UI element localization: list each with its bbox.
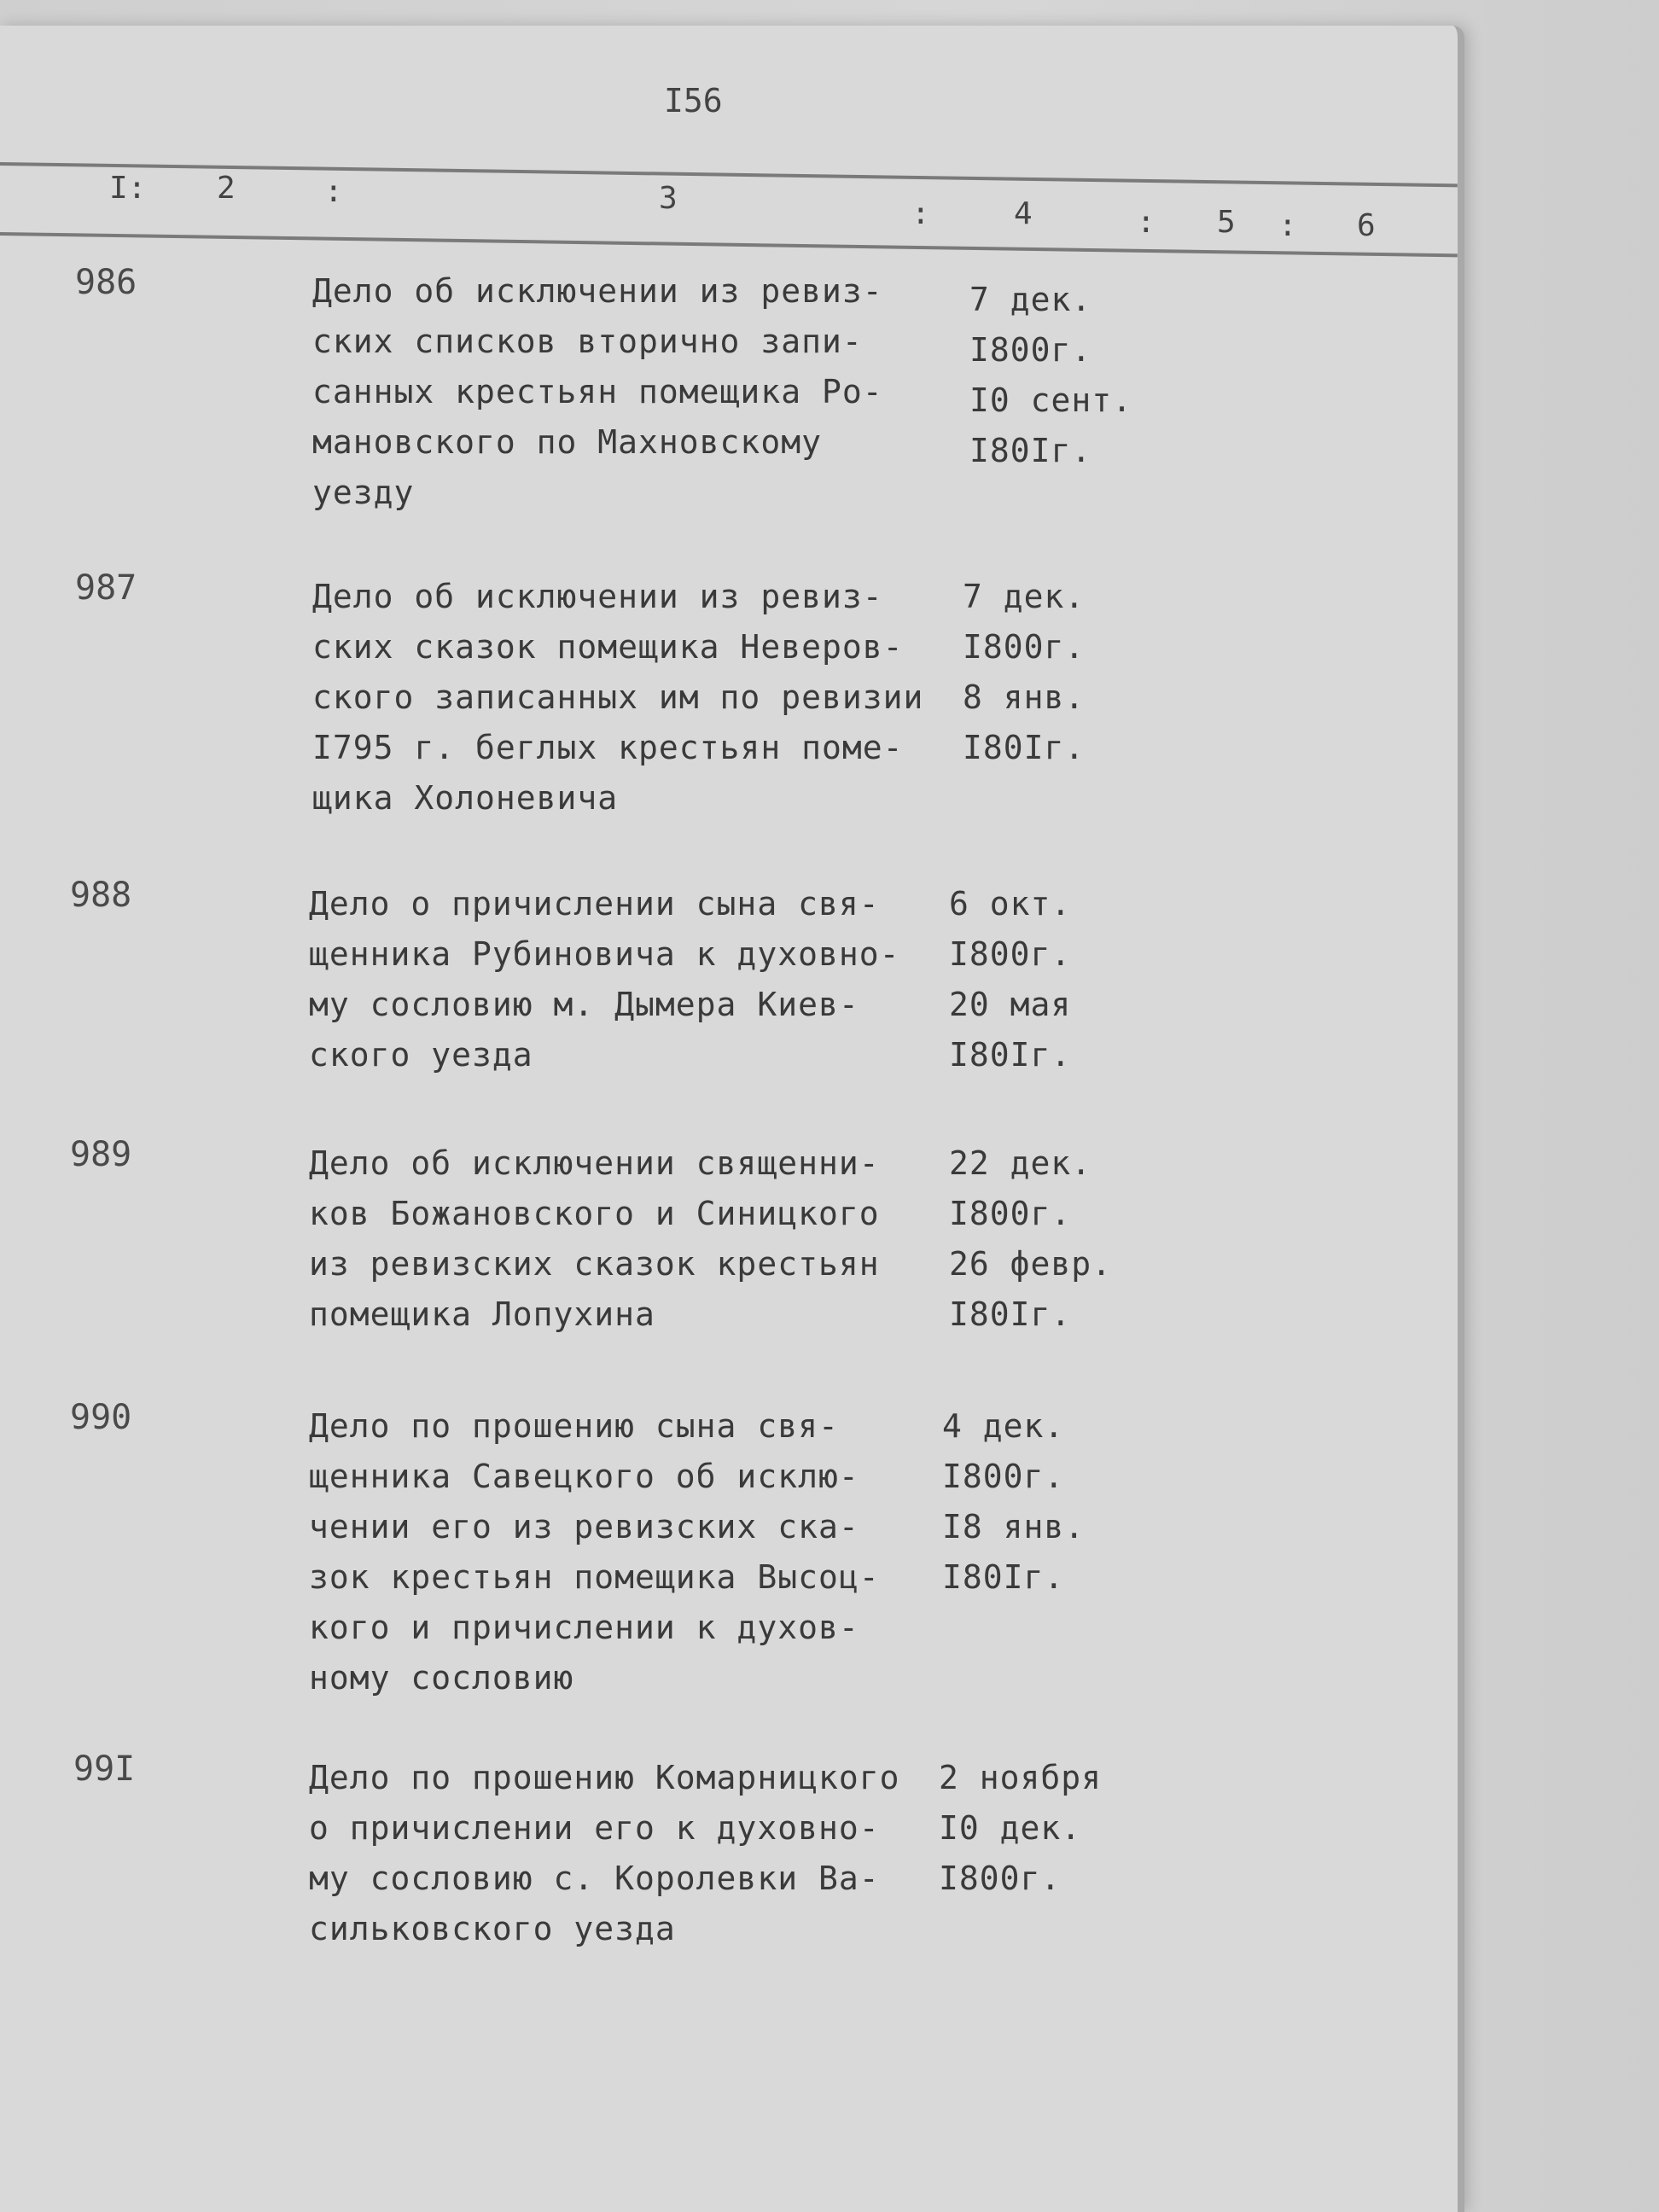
column-header-1: I: bbox=[109, 171, 147, 206]
date-line: I800г. bbox=[949, 935, 1072, 973]
entry-number: 988 bbox=[70, 876, 132, 915]
entry-dates bbox=[942, 1401, 1147, 1603]
date-line: I800г. bbox=[949, 1195, 1072, 1232]
date-line: 2 ноября bbox=[939, 1759, 1103, 1796]
entry-dates bbox=[939, 1753, 1144, 1904]
column-separator: : bbox=[1137, 205, 1155, 240]
date-line: I80Iг. bbox=[949, 1295, 1072, 1333]
column-separator: : bbox=[911, 196, 930, 231]
description-line: кого и причислении к духов- bbox=[309, 1609, 859, 1646]
column-header-6: 6 bbox=[1357, 208, 1376, 243]
column-separator: : bbox=[1278, 208, 1297, 243]
entry-description bbox=[309, 1753, 958, 1954]
date-line: I800г. bbox=[939, 1860, 1062, 1897]
description-line: Дело по прошению сына свя- bbox=[309, 1407, 839, 1445]
description-line: ских списков вторично запи- bbox=[312, 323, 863, 360]
entry-number: 986 bbox=[75, 263, 137, 302]
description-line: му сословию с. Королевки Ва- bbox=[309, 1860, 880, 1897]
column-header-4: 4 bbox=[1014, 196, 1033, 231]
description-line: щенника Савецкого об исклю- bbox=[309, 1458, 859, 1495]
date-line: I0 сент. bbox=[969, 381, 1133, 419]
entry-number: 989 bbox=[70, 1135, 132, 1174]
entry-description bbox=[309, 879, 958, 1080]
date-line: I800г. bbox=[942, 1458, 1065, 1495]
date-line: I800г. bbox=[969, 331, 1092, 369]
date-line: 20 мая bbox=[949, 986, 1072, 1023]
description-line: чении его из ревизских ска- bbox=[309, 1508, 859, 1545]
date-line: I80Iг. bbox=[963, 729, 1086, 766]
description-line: ков Божановского и Синицкого bbox=[309, 1195, 880, 1232]
column-header-3: 3 bbox=[659, 181, 678, 216]
date-line: 4 дек. bbox=[942, 1407, 1065, 1445]
column-header-2: 2 bbox=[217, 171, 236, 206]
description-line: санных крестьян помещика Ро- bbox=[312, 373, 883, 410]
entry-description bbox=[309, 1401, 958, 1703]
page-number: I56 bbox=[664, 82, 723, 119]
entry-dates bbox=[963, 572, 1167, 773]
date-line: 7 дек. bbox=[969, 281, 1092, 318]
entry-description bbox=[312, 266, 961, 518]
description-line: ских сказок помещика Неверов- bbox=[312, 628, 904, 666]
header-rule-bottom bbox=[0, 232, 1458, 257]
column-header-5: 5 bbox=[1217, 205, 1236, 240]
entry-number: 987 bbox=[75, 568, 137, 608]
entry-dates bbox=[969, 275, 1174, 476]
date-line: 22 дек. bbox=[949, 1144, 1092, 1182]
date-line: I0 дек. bbox=[939, 1809, 1082, 1847]
entry-number: 99I bbox=[73, 1749, 136, 1789]
date-line: 7 дек. bbox=[963, 578, 1086, 615]
description-line: уезду bbox=[312, 474, 415, 511]
date-line: I8 янв. bbox=[942, 1508, 1086, 1545]
date-line: 6 окт. bbox=[949, 885, 1072, 923]
description-line: ского записанных им по ревизии bbox=[312, 678, 924, 716]
description-line: зок крестьян помещика Высоц- bbox=[309, 1558, 880, 1596]
description-line: Дело об исключении из ревиз- bbox=[312, 272, 883, 310]
description-line: мановского по Махновскому bbox=[312, 423, 822, 461]
date-line: I80Iг. bbox=[969, 432, 1092, 469]
description-line: о причислении его к духовно- bbox=[309, 1809, 880, 1847]
description-line: ского уезда bbox=[309, 1036, 533, 1074]
description-line: из ревизских сказок крестьян bbox=[309, 1245, 880, 1283]
description-line: помещика Лопухина bbox=[309, 1295, 655, 1333]
date-line: 8 янв. bbox=[963, 678, 1086, 716]
date-line: I80Iг. bbox=[942, 1558, 1065, 1596]
description-line: Дело об исключении из ревиз- bbox=[312, 578, 883, 615]
date-line: I80Iг. bbox=[949, 1036, 1072, 1074]
description-line: сильковского уезда bbox=[309, 1910, 676, 1947]
entry-description bbox=[312, 572, 961, 824]
date-line: 26 февр. bbox=[949, 1245, 1113, 1283]
entry-description bbox=[309, 1138, 958, 1340]
column-separator: : bbox=[324, 174, 343, 209]
entry-dates bbox=[949, 879, 1154, 1080]
description-line: Дело по прошению Комарницкого bbox=[309, 1759, 900, 1796]
description-line: му сословию м. Дымера Киев- bbox=[309, 986, 859, 1023]
entry-dates bbox=[949, 1138, 1154, 1340]
description-line: Дело о причислении сына свя- bbox=[309, 885, 880, 923]
description-line: I795 г. беглых крестьян поме- bbox=[312, 729, 904, 766]
description-line: Дело об исключении священни- bbox=[309, 1144, 880, 1182]
description-line: щика Холоневича bbox=[312, 779, 619, 817]
entry-number: 990 bbox=[70, 1398, 132, 1437]
document-page bbox=[0, 26, 1464, 2212]
date-line: I800г. bbox=[963, 628, 1086, 666]
description-line: ному сословию bbox=[309, 1659, 574, 1697]
description-line: щенника Рубиновича к духовно- bbox=[309, 935, 900, 973]
